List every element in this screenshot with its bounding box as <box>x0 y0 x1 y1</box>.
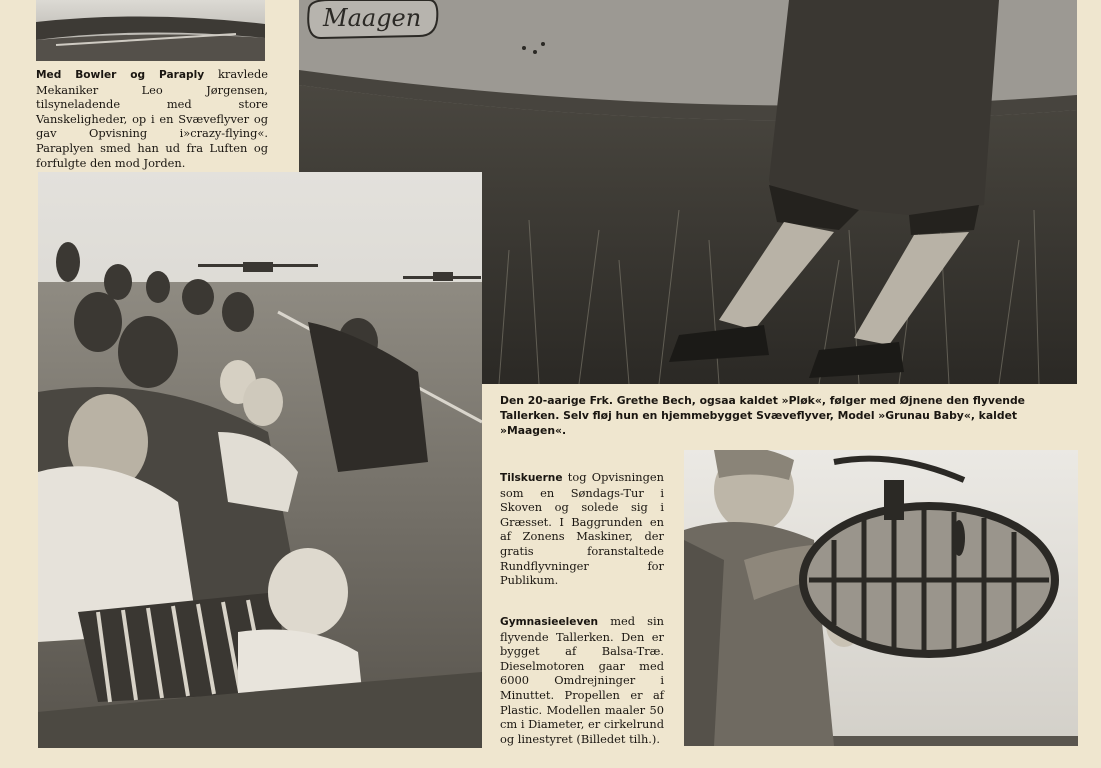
caption-bowler-lead: Med Bowler og Paraply <box>36 69 205 81</box>
caption-grethe <box>500 393 1082 438</box>
caption-bowler <box>36 67 268 170</box>
caption-bowler-body: kravlede Mekaniker Leo Jørgensen, tilsyneladende med store Vanskeligheder, op i en Svæveflyver og gav Opvisning i»crazy-flying«. Paraplyen smed han ud fra Luften og forfulgte den mod Jorden. <box>36 67 268 170</box>
photo-flying-saucer-model <box>684 450 1078 746</box>
caption-gymnasieeleven <box>500 614 664 746</box>
glider-logo-text: Maagen <box>323 4 422 32</box>
caption-tilskuerne-body: tog Opvisningen som en Søndags-Tur i Skoven og solede sig i Græsset. I Baggrunden en af Zonens Maskiner, der gratis foranstaltede Rundflyvninger for Publikum. <box>500 470 664 588</box>
photo-glider-wing <box>36 0 265 61</box>
caption-grethe-text: Den 20-aarige Frk. Grethe Bech, ogsaa kaldet »Pløk«, følger med Øjnene den flyvende Tallerken. Selv fløj hun en hjemmebygget Svæveflyver, Model »Grunau Baby«, kaldet »Maagen«. <box>500 394 1025 437</box>
caption-gymnasie-body: med sin flyvende Tallerken. Den er bygget af Balsa-Træ. Dieselmotoren gaar med 6000 Omdrejninger i Minuttet. Propellen er af Plastic. Modellen maaler 50 cm i Diameter, er cirkelrund og linestyret (Billedet tilh.). <box>500 614 664 746</box>
caption-tilskuerne <box>500 470 664 588</box>
caption-gymnasie-lead: Gymnasieeleven <box>500 616 599 628</box>
photo-spectators <box>38 172 482 748</box>
caption-tilskuerne-lead: Tilskuerne <box>500 472 563 484</box>
